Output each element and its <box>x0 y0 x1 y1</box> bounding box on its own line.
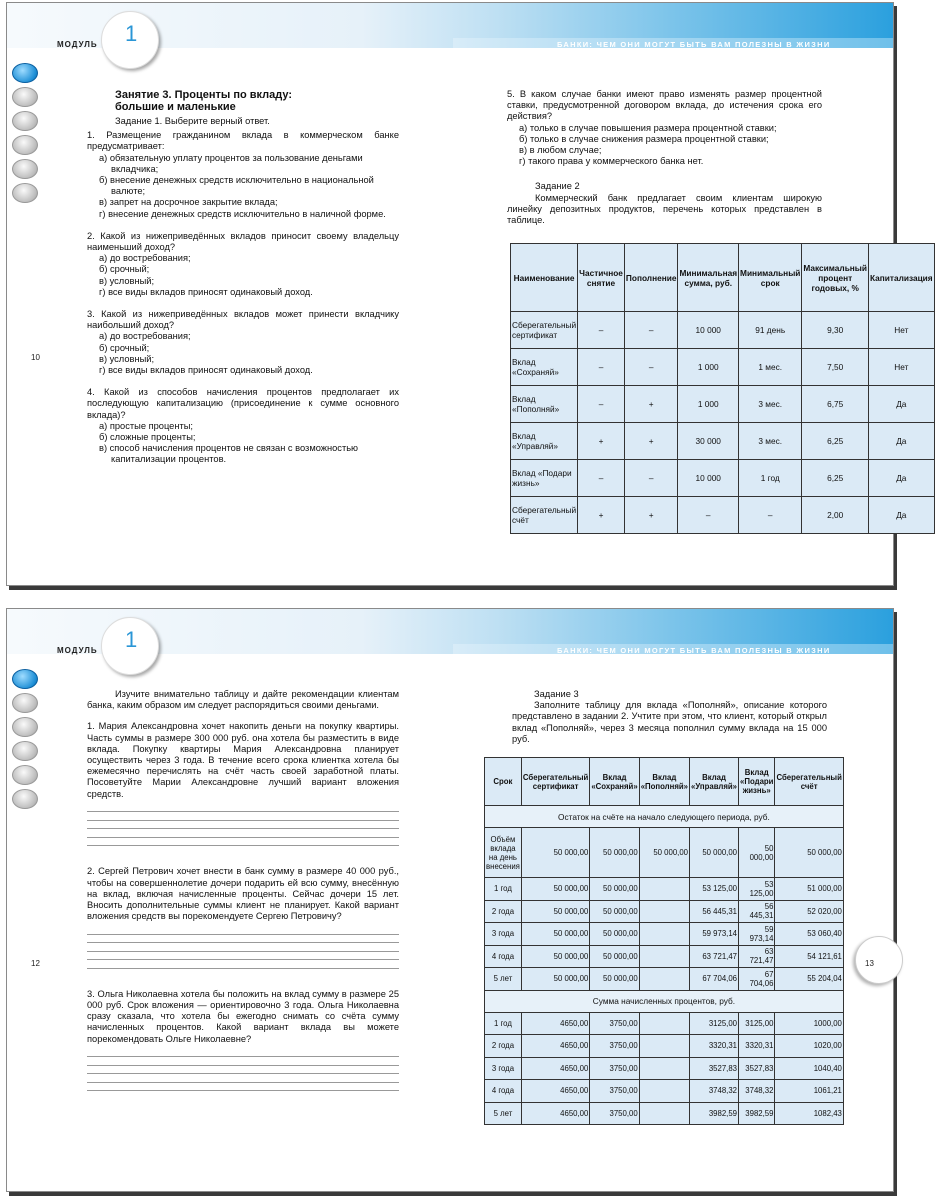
empty-input-cell[interactable] <box>639 923 689 946</box>
question-4: 4. Какой из способов начисления процентов предполагает их последующую капитализацию (присоединение к сумме основного вклада)? <box>87 387 399 420</box>
table-cell: 1 год <box>485 1012 522 1035</box>
table-cell: 50 000,00 <box>521 878 589 901</box>
empty-input-cell[interactable] <box>639 945 689 968</box>
table-cell: + <box>578 423 625 460</box>
table-cell: 3320,31 <box>739 1035 775 1058</box>
empty-input-cell[interactable] <box>639 900 689 923</box>
table-cell: 56 445,31 <box>739 900 775 923</box>
question-2: 2. Какой из нижеприведённых вкладов приносит своему владельцу наименьший доход? <box>87 230 399 253</box>
page-number-right: 13 <box>865 959 874 968</box>
table-cell: 3 года <box>485 1057 522 1080</box>
table-cell: 63 721,47 <box>739 945 775 968</box>
table-cell: 3748,32 <box>739 1080 775 1103</box>
option: б) сложные проценты; <box>99 432 196 443</box>
table-cell: 50 000,00 <box>590 968 639 991</box>
table-cell: – <box>678 497 739 534</box>
running-title: БАНКИ: ЧЕМ ОНИ МОГУТ БЫТЬ ВАМ ПОЛЕЗНЫ В ЖИЗНИ <box>557 40 831 49</box>
table-cell: – <box>624 460 678 497</box>
table-cell: 50 000,00 <box>521 968 589 991</box>
table-cell: Объём вклада на день внесения <box>485 828 522 878</box>
table-cell: 5 лет <box>485 1102 522 1125</box>
option: а) простые проценты; <box>99 420 193 431</box>
column-header: Пополнение <box>624 244 678 312</box>
task-heading: Задание 3 <box>534 689 579 699</box>
ring-icon <box>12 63 38 83</box>
column-header: Вклад «Сохраняй» <box>590 758 639 806</box>
ring-icon <box>12 741 38 761</box>
answer-lines[interactable] <box>87 804 399 847</box>
ring-icon <box>12 135 38 155</box>
table-cell: 91 день <box>739 312 802 349</box>
ring-icon <box>12 87 38 107</box>
table-cell: 50 000,00 <box>690 828 739 878</box>
table-cell: 3750,00 <box>590 1012 639 1035</box>
table-cell: 52 020,00 <box>775 900 843 923</box>
column-header: Капитализация <box>869 244 935 312</box>
task-heading: Задание 1. Выберите верный ответ. <box>115 116 270 126</box>
table-row <box>511 497 935 534</box>
module-label: МОДУЛЬ <box>57 40 98 49</box>
left-column <box>87 689 399 1091</box>
right-column <box>512 689 827 745</box>
table-cell: 50 000,00 <box>590 923 639 946</box>
table-cell: 3125,00 <box>690 1012 739 1035</box>
empty-input-cell[interactable] <box>639 1080 689 1103</box>
table-cell: 10 000 <box>678 460 739 497</box>
table-cell: – <box>578 460 625 497</box>
table-cell: 50 000,00 <box>521 945 589 968</box>
lesson-title-2: большие и маленькие <box>115 101 236 113</box>
table-cell: 2 года <box>485 1035 522 1058</box>
table-cell: 3748,32 <box>690 1080 739 1103</box>
table-cell: 4650,00 <box>521 1057 589 1080</box>
deposit-products-table <box>510 243 935 534</box>
column-header: Сберегательный сертификат <box>521 758 589 806</box>
spread-pages-12-13 <box>6 608 894 1192</box>
column-header: Минимальный срок <box>739 244 802 312</box>
fill-in-table <box>484 757 844 1125</box>
table-cell: 54 121,61 <box>775 945 843 968</box>
table-cell: 1082,43 <box>775 1102 843 1125</box>
table-row <box>485 878 844 901</box>
answer-lines[interactable] <box>87 1049 399 1092</box>
section-row <box>485 806 844 828</box>
table-cell: Да <box>869 497 935 534</box>
section-title: Сумма начисленных процентов, руб. <box>485 990 844 1012</box>
table-cell: 50 000,00 <box>521 923 589 946</box>
empty-input-cell[interactable] <box>639 968 689 991</box>
option: г) такого права у коммерческого банка нет. <box>519 156 704 167</box>
table-cell: 4650,00 <box>521 1080 589 1103</box>
table-cell: 2,00 <box>802 497 869 534</box>
table-row <box>485 945 844 968</box>
table-cell: – <box>578 349 625 386</box>
table-cell: 3 мес. <box>739 423 802 460</box>
table-cell: 4650,00 <box>521 1102 589 1125</box>
table-cell: Сберегательный сертификат <box>511 312 578 349</box>
option: в) способ начисления процентов не связан с возможностью капитализации процентов. <box>99 443 359 465</box>
table-cell: Нет <box>869 349 935 386</box>
option: в) условный; <box>99 275 155 286</box>
table-cell: Да <box>869 460 935 497</box>
table-cell: 3 мес. <box>739 386 802 423</box>
table-cell: + <box>624 423 678 460</box>
table-cell: Вклад «Подари жизнь» <box>511 460 578 497</box>
table-cell: 5 лет <box>485 968 522 991</box>
table-header-row <box>511 244 935 312</box>
binder-rings <box>12 669 38 813</box>
table-cell: + <box>624 497 678 534</box>
ring-icon <box>12 693 38 713</box>
ring-icon <box>12 111 38 131</box>
table-cell: 6,25 <box>802 460 869 497</box>
task-text: Заполните таблицу для вклада «Пополняй», описание которого представлено в задании 2. Учтите при этом, что клиент, который открыл вклад «Пополняй», через 3 месяца пополнил сумму вклада на 15 000 руб. <box>512 700 827 744</box>
table-cell: 50 000,00 <box>775 828 843 878</box>
table-cell: 3750,00 <box>590 1102 639 1125</box>
table-row <box>485 828 844 878</box>
table-cell: 3750,00 <box>590 1035 639 1058</box>
empty-input-cell[interactable] <box>639 1012 689 1035</box>
table-cell: 1 год <box>485 878 522 901</box>
option: б) срочный; <box>99 264 150 275</box>
table-row <box>485 1012 844 1035</box>
table-cell: 67 704,06 <box>739 968 775 991</box>
option: б) срочный; <box>99 342 150 353</box>
table-cell: Вклад «Пополняй» <box>511 386 578 423</box>
empty-input-cell[interactable] <box>639 1035 689 1058</box>
table-cell: Да <box>869 423 935 460</box>
table-cell: + <box>578 497 625 534</box>
option: а) до востребования; <box>99 331 191 342</box>
section-row <box>485 990 844 1012</box>
table-cell: 3982,59 <box>690 1102 739 1125</box>
table-cell: 50 000,00 <box>590 828 639 878</box>
table-cell: 3750,00 <box>590 1080 639 1103</box>
option: в) в любом случае; <box>519 145 602 156</box>
table-row <box>485 1057 844 1080</box>
table-cell: 1020,00 <box>775 1035 843 1058</box>
option: в) запрет на досрочное закрытие вклада; <box>99 197 278 208</box>
table-cell: 1 000 <box>678 349 739 386</box>
table-row <box>485 968 844 991</box>
module-number: 1 <box>125 21 138 46</box>
spread-pages-10-11 <box>6 2 933 586</box>
ring-icon <box>12 669 38 689</box>
table-cell: 50 000,00 <box>590 900 639 923</box>
table-cell: 1 год <box>739 460 802 497</box>
table-cell: 3982,59 <box>739 1102 775 1125</box>
table-cell: 4650,00 <box>521 1035 589 1058</box>
column-header: Наименование <box>511 244 578 312</box>
table-cell: 30 000 <box>678 423 739 460</box>
table-cell: 50 000,00 <box>590 945 639 968</box>
column-header: Срок <box>485 758 522 806</box>
table-cell: 6,25 <box>802 423 869 460</box>
question-1: 1. Размещение гражданином вклада в коммерческом банке предусматривает: <box>87 130 399 152</box>
table-cell: 53 060,40 <box>775 923 843 946</box>
empty-input-cell[interactable] <box>639 878 689 901</box>
table-cell: + <box>624 386 678 423</box>
table-row <box>485 1080 844 1103</box>
table-cell: 3125,00 <box>739 1012 775 1035</box>
column-header: Максимальный процент годовых, % <box>802 244 869 312</box>
table-cell: 1040,40 <box>775 1057 843 1080</box>
ring-icon <box>12 183 38 203</box>
table-cell: 3320,31 <box>690 1035 739 1058</box>
table-row <box>511 423 935 460</box>
table-cell: Да <box>869 386 935 423</box>
task-text: Коммерческий банк предлагает своим клиентам широкую линейку депозитных продуктов, перечень которых представлен в таблице. <box>507 192 822 226</box>
table-cell: – <box>578 386 625 423</box>
table-cell: 2 года <box>485 900 522 923</box>
column-header: Минимальная сумма, руб. <box>678 244 739 312</box>
ring-icon <box>12 789 38 809</box>
table-cell: – <box>624 312 678 349</box>
table-cell: 4 года <box>485 1080 522 1103</box>
option: а) до востребования; <box>99 253 191 264</box>
table-cell: – <box>578 312 625 349</box>
answer-lines[interactable] <box>87 926 399 969</box>
right-column <box>507 89 822 226</box>
table-cell: Вклад «Управляй» <box>511 423 578 460</box>
task-heading: Задание 2 <box>535 181 580 192</box>
table-row <box>485 1035 844 1058</box>
page-number-left: 12 <box>31 959 40 968</box>
table-cell: 55 204,04 <box>775 968 843 991</box>
table-cell: 1061,21 <box>775 1080 843 1103</box>
table-cell: 50 000,00 <box>639 828 689 878</box>
case-3: 3. Ольга Николаевна хотела бы положить на вклад сумму в размере 25 000 руб. Срок вложения — ориентировочно 3 года. Ольга Николаевна сразу сказала, что хотела бы ежегодно снимать со счёта сумму начисленных процентов. Какой вариант вклада вы можете порекомендовать Ольге Николаевне? <box>87 988 399 1044</box>
question-3: 3. Какой из нижеприведённых вкладов может принести вкладчику наибольший доход? <box>87 309 399 331</box>
table-header-row <box>485 758 844 806</box>
table-cell: 53 125,00 <box>690 878 739 901</box>
table-cell: Вклад «Сохраняй» <box>511 349 578 386</box>
table-row <box>511 349 935 386</box>
table-cell: 50 000,00 <box>521 900 589 923</box>
table-cell: 1000,00 <box>775 1012 843 1035</box>
page-tab <box>855 936 903 984</box>
table-cell: 50 000,00 <box>590 878 639 901</box>
ring-icon <box>12 717 38 737</box>
section-title: Остаток на счёте на начало следующего периода, руб. <box>485 806 844 828</box>
module-label: МОДУЛЬ <box>57 646 98 655</box>
case-2: 2. Сергей Петрович хочет внести в банк сумму в размере 40 000 руб., чтобы на совершеннолетие дочери подарить ей всю сумму, внесённую на вклад, включая начисленные проценты. Сейчас дочери 15 лет. Вносить дополнительные суммы клиент не планирует. Какой вариант вложения средств вы порекомендуете Сергею Петровичу? <box>87 866 399 922</box>
case-1: 1. Мария Александровна хочет накопить деньги на покупку квартиры. Часть суммы в размере 300 000 руб. она хотела бы разместить в виде вклада. Покупку квартиры Мария Александровна планирует осуществить через 3 года. В течение всего срока клиентка хотела бы ежемесячно перечислять на счёт часть своей заработной платы. Посоветуйте Марии Александровне лучший вариант вложения средств. <box>87 721 399 799</box>
table-cell: 56 445,31 <box>690 900 739 923</box>
empty-input-cell[interactable] <box>639 1102 689 1125</box>
table-row <box>485 1102 844 1125</box>
table-cell: 59 973,14 <box>739 923 775 946</box>
table-cell: 7,50 <box>802 349 869 386</box>
table-cell: 1 мес. <box>739 349 802 386</box>
table-cell: 63 721,47 <box>690 945 739 968</box>
option: а) только в случае повышения размера процентной ставки; <box>519 122 777 133</box>
option: в) условный; <box>99 353 155 364</box>
column-header: Вклад «Подари жизнь» <box>739 758 775 806</box>
table-cell: 51 000,00 <box>775 878 843 901</box>
intro-text: Изучите внимательно таблицу и дайте рекомендации клиентам банка, каким образом им следует распорядиться своими деньгами. <box>87 689 399 711</box>
option: г) все виды вкладов приносят одинаковый доход. <box>99 286 313 297</box>
column-header: Вклад «Управляй» <box>690 758 739 806</box>
table-row <box>485 900 844 923</box>
table-row <box>485 923 844 946</box>
table-cell: 3750,00 <box>590 1057 639 1080</box>
table-cell: 9,30 <box>802 312 869 349</box>
option: г) все виды вкладов приносят одинаковый доход. <box>99 365 313 376</box>
page-number-left: 10 <box>31 353 40 362</box>
table-cell: 3 года <box>485 923 522 946</box>
table-cell: 3527,83 <box>690 1057 739 1080</box>
option: а) обязательную уплату процентов за пользование деньгами вкладчика; <box>99 152 363 174</box>
ring-icon <box>12 159 38 179</box>
table-cell: 4 года <box>485 945 522 968</box>
table-cell: 1 000 <box>678 386 739 423</box>
table-row <box>511 312 935 349</box>
table-cell: 4650,00 <box>521 1012 589 1035</box>
binder-rings <box>12 63 38 207</box>
lesson-title: Занятие 3. Проценты по вкладу: <box>115 89 293 101</box>
table-cell: – <box>739 497 802 534</box>
column-header: Вклад «Пополняй» <box>639 758 689 806</box>
table-cell: 50 000,00 <box>521 828 589 878</box>
column-header: Частичное снятие <box>578 244 625 312</box>
option: б) внесение денежных средств исключительно в национальной валюте; <box>99 175 374 197</box>
table-cell: 59 973,14 <box>690 923 739 946</box>
running-title: БАНКИ: ЧЕМ ОНИ МОГУТ БЫТЬ ВАМ ПОЛЕЗНЫ В ЖИЗНИ <box>557 646 831 655</box>
left-column <box>87 89 399 466</box>
table-cell: Сберегательный счёт <box>511 497 578 534</box>
table-cell: 6,75 <box>802 386 869 423</box>
ring-icon <box>12 765 38 785</box>
table-cell: 53 125,00 <box>739 878 775 901</box>
module-number: 1 <box>125 627 138 652</box>
table-cell: Нет <box>869 312 935 349</box>
table-cell: 50 000,00 <box>739 828 775 878</box>
option: б) только в случае снижения размера процентной ставки; <box>519 133 769 144</box>
table-row <box>511 386 935 423</box>
question-5: 5. В каком случае банки имеют право изменять размер процентной ставки, предусмотренной договором вклада, до истечения срока его действия? <box>507 89 822 122</box>
table-cell: 10 000 <box>678 312 739 349</box>
table-cell: – <box>624 349 678 386</box>
column-header: Сберегательный счёт <box>775 758 843 806</box>
option: г) внесение денежных средств исключительно в наличной форме. <box>99 208 386 219</box>
table-cell: 3527,83 <box>739 1057 775 1080</box>
table-cell: 67 704,06 <box>690 968 739 991</box>
table-row <box>511 460 935 497</box>
empty-input-cell[interactable] <box>639 1057 689 1080</box>
